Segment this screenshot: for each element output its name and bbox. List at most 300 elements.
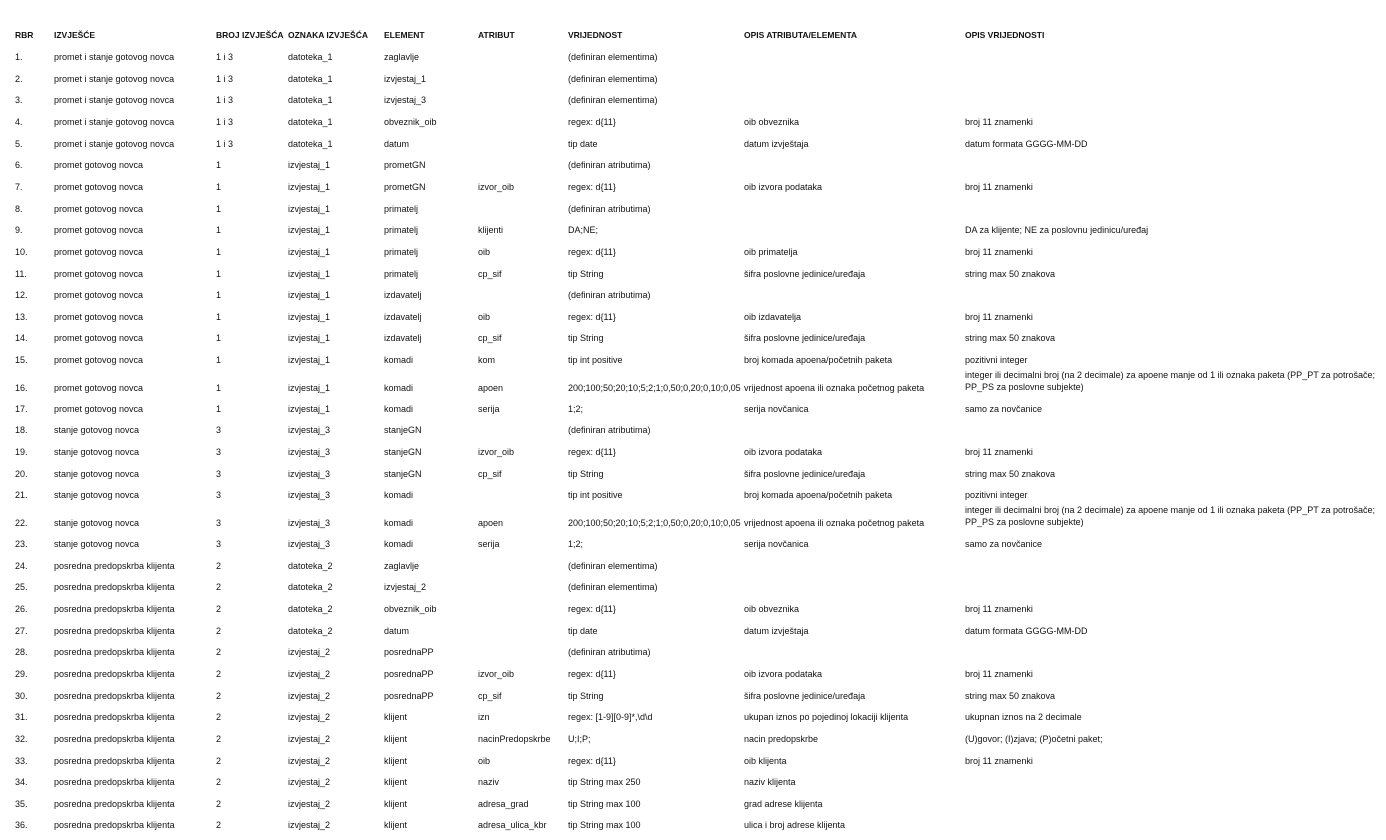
cell-rbr: 14.: [15, 333, 28, 344]
cell-vrijednost: (definiran atributima): [568, 203, 651, 214]
cell-rbr: 17.: [15, 403, 28, 414]
cell-broj: 1: [216, 160, 222, 171]
cell-opis-vrijednosti: broj 11 znamenki: [965, 311, 1033, 322]
cell-izvjesce: promet gotovog novca: [54, 382, 144, 393]
cell-vrijednost: tip date: [568, 138, 598, 149]
cell-oznaka: izvjestaj_2: [288, 690, 331, 701]
cell-rbr: 24.: [15, 560, 28, 571]
cell-opis-vrijednosti: string max 50 znakova: [965, 268, 1056, 279]
table-row: [0, 203, 1386, 224]
cell-opis-vrijednosti: broj 11 znamenki: [965, 603, 1033, 614]
cell-opis-vrijednosti: string max 50 znakova: [965, 468, 1056, 479]
cell-rbr: 15.: [15, 355, 28, 366]
cell-broj: 1 i 3: [216, 73, 234, 84]
table-row: [0, 603, 1386, 624]
cell-broj: 1: [216, 268, 222, 279]
table-row: [0, 468, 1386, 489]
cell-opis-vrijednosti: datum formata GGGG-MM-DD: [965, 138, 1088, 149]
cell-atribut: adresa_ulica_kbr: [478, 820, 547, 831]
cell-izvjesce: posredna predopskrba klijenta: [54, 733, 175, 744]
cell-vrijednost: tip String max 250: [568, 777, 641, 788]
cell-atribut: izvor_oib: [478, 181, 515, 192]
cell-opis-atributa: broj komada apoena/početnih paketa: [744, 355, 893, 366]
cell-vrijednost: (definiran elementima): [568, 95, 658, 106]
cell-rbr: 12.: [15, 290, 28, 301]
cell-oznaka: izvjestaj_2: [288, 755, 331, 766]
cell-element: izvjestaj_2: [384, 582, 427, 593]
table-row: [0, 505, 1386, 532]
cell-broj: 1 i 3: [216, 95, 234, 106]
cell-vrijednost: (definiran atributima): [568, 647, 651, 658]
cell-opis-atributa: oib izdavatelja: [744, 311, 802, 322]
cell-vrijednost: regex: d{11}: [568, 116, 616, 127]
col-header-broj: BROJ IZVJEŠĆA: [216, 30, 284, 40]
cell-vrijednost: tip String max 100: [568, 820, 641, 831]
table-row: [0, 625, 1386, 646]
cell-broj: 1: [216, 181, 222, 192]
cell-opis-atributa: šifra poslovne jedinice/uređaja: [744, 690, 866, 701]
cell-broj: 1 i 3: [216, 52, 234, 62]
cell-izvjesce: promet gotovog novca: [54, 355, 144, 366]
cell-opis-vrijednosti: broj 11 znamenki: [965, 755, 1033, 766]
cell-element: komadi: [384, 518, 414, 528]
cell-izvjesce: posredna predopskrba klijenta: [54, 582, 175, 593]
cell-atribut: klijenti: [478, 225, 504, 236]
cell-izvjesce: posredna predopskrba klijenta: [54, 690, 175, 701]
table-row: [0, 181, 1386, 202]
cell-broj: 2: [216, 820, 222, 831]
cell-element: komadi: [384, 490, 414, 501]
col-header-element: ELEMENT: [384, 30, 425, 40]
cell-vrijednost: regex: d{11}: [568, 311, 616, 322]
cell-broj: 1: [216, 246, 222, 257]
cell-opis-atributa: oib klijenta: [744, 755, 787, 766]
cell-opis-vrijednosti: string max 50 znakova: [965, 333, 1056, 344]
cell-element: zaglavlje: [384, 52, 420, 62]
cell-oznaka: izvjestaj_1: [288, 203, 331, 214]
cell-broj: 2: [216, 755, 222, 766]
cell-broj: 2: [216, 777, 222, 788]
cell-opis-vrijednosti: DA za klijente; NE za poslovnu jedinicu/uređaj: [965, 225, 1149, 236]
cell-opis-vrijednosti: integer ili decimalni broj (na 2 decimale) za apoene manje od 1 ili oznaka paketa (PP_PT za potrošače; PP_PS za poslovne subjekte): [965, 505, 1376, 527]
cell-opis-atributa: nacin predopskrbe: [744, 733, 819, 744]
cell-rbr: 7.: [15, 181, 23, 192]
cell-oznaka: izvjestaj_1: [288, 268, 331, 279]
cell-element: primatelj: [384, 268, 419, 279]
col-header-vrijednost: VRIJEDNOST: [568, 30, 623, 40]
cell-atribut: izn: [478, 712, 490, 723]
cell-element: obveznik_oib: [384, 603, 437, 614]
cell-broj: 3: [216, 490, 222, 501]
cell-atribut: cp_sif: [478, 690, 502, 701]
cell-opis-atributa: vrijednost apoena ili oznaka početnog paketa: [744, 382, 925, 393]
table-row: [0, 560, 1386, 581]
cell-vrijednost: tip int positive: [568, 355, 623, 366]
cell-opis-atributa: šifra poslovne jedinice/uređaja: [744, 268, 866, 279]
cell-atribut: adresa_grad: [478, 798, 529, 809]
cell-opis-atributa: šifra poslovne jedinice/uređaja: [744, 468, 866, 479]
col-header-rbr: RBR: [15, 30, 34, 40]
cell-vrijednost: regex: d{11}: [568, 246, 616, 257]
cell-broj: 1 i 3: [216, 138, 234, 149]
table-row: [0, 138, 1386, 159]
cell-izvjesce: promet gotovog novca: [54, 225, 144, 236]
cell-rbr: 10.: [15, 246, 28, 257]
cell-vrijednost: DA;NE;: [568, 225, 599, 236]
cell-oznaka: izvjestaj_2: [288, 647, 331, 658]
cell-oznaka: izvjestaj_2: [288, 820, 331, 831]
cell-broj: 1: [216, 203, 222, 214]
cell-rbr: 8.: [15, 203, 23, 214]
cell-opis-atributa: naziv klijenta: [744, 777, 796, 788]
cell-element: klijent: [384, 755, 408, 766]
cell-izvjesce: promet i stanje gotovog novca: [54, 138, 175, 149]
cell-element: prometGN: [384, 160, 426, 171]
table-row: [0, 332, 1386, 353]
cell-broj: 2: [216, 798, 222, 809]
cell-rbr: 32.: [15, 733, 28, 744]
cell-atribut: cp_sif: [478, 333, 502, 344]
cell-atribut: naziv: [478, 777, 500, 788]
cell-atribut: apoen: [478, 518, 504, 528]
cell-oznaka: izvjestaj_1: [288, 290, 331, 301]
cell-broj: 2: [216, 712, 222, 723]
cell-rbr: 9.: [15, 225, 23, 236]
table-row: [0, 94, 1386, 115]
cell-opis-vrijednosti: integer ili decimalni broj (na 2 decimale) za apoene manje od 1 ili oznaka paketa (PP_PT za potrošače; PP_PS za poslovne subjekte): [965, 369, 1376, 392]
cell-element: komadi: [384, 539, 414, 549]
cell-rbr: 21.: [15, 490, 28, 501]
col-header-opis-atributa: OPIS ATRIBUTA/ELEMENTA: [744, 30, 858, 40]
cell-oznaka: izvjestaj_3: [288, 468, 331, 479]
cell-vrijednost: tip String: [568, 333, 604, 344]
cell-rbr: 11.: [15, 268, 27, 279]
cell-vrijednost: 1;2;: [568, 539, 584, 549]
cell-rbr: 36.: [15, 820, 28, 831]
cell-vrijednost: regex: d{11}: [568, 603, 616, 614]
cell-element: izdavatelj: [384, 311, 422, 322]
cell-vrijednost: tip date: [568, 625, 598, 636]
cell-rbr: 27.: [15, 625, 28, 636]
cell-broj: 2: [216, 668, 222, 679]
cell-broj: 1: [216, 355, 222, 366]
cell-broj: 2: [216, 582, 222, 593]
cell-element: komadi: [384, 403, 414, 414]
cell-oznaka: izvjestaj_2: [288, 668, 331, 679]
cell-rbr: 34.: [15, 777, 28, 788]
cell-opis-vrijednosti: string max 50 znakova: [965, 690, 1056, 701]
cell-opis-atributa: ulica i broj adrese klijenta: [744, 820, 846, 831]
cell-element: klijent: [384, 798, 408, 809]
cell-izvjesce: promet gotovog novca: [54, 290, 144, 301]
cell-element: komadi: [384, 355, 414, 366]
cell-oznaka: datoteka_1: [288, 116, 333, 127]
table-row: [0, 159, 1386, 180]
cell-element: posrednaPP: [384, 668, 434, 679]
cell-izvjesce: posredna predopskrba klijenta: [54, 712, 175, 723]
cell-element: primatelj: [384, 225, 419, 236]
cell-element: primatelj: [384, 246, 419, 257]
cell-oznaka: izvjestaj_3: [288, 539, 331, 549]
cell-rbr: 3.: [15, 95, 23, 106]
cell-vrijednost: tip String max 100: [568, 798, 641, 809]
table-row: [0, 289, 1386, 310]
cell-rbr: 23.: [15, 539, 28, 549]
cell-vrijednost: tip String: [568, 268, 604, 279]
cell-atribut: serija: [478, 403, 500, 414]
cell-element: komadi: [384, 382, 414, 393]
cell-atribut: cp_sif: [478, 468, 502, 479]
cell-element: klijent: [384, 712, 408, 723]
cell-vrijednost: regex: [1-9][0-9]*,\d\d: [568, 712, 653, 723]
cell-opis-atributa: broj komada apoena/početnih paketa: [744, 490, 893, 501]
cell-oznaka: datoteka_1: [288, 95, 333, 106]
cell-element: izvjestaj_3: [384, 95, 427, 106]
cell-broj: 3: [216, 425, 222, 436]
cell-izvjesce: promet i stanje gotovog novca: [54, 116, 175, 127]
cell-rbr: 16.: [15, 382, 28, 393]
cell-opis-atributa: oib obveznika: [744, 603, 800, 614]
cell-opis-vrijednosti: (U)govor; (I)zjava; (P)očetni paket;: [965, 733, 1103, 744]
cell-izvjesce: posredna predopskrba klijenta: [54, 798, 175, 809]
cell-element: izdavatelj: [384, 333, 422, 344]
table-row: [0, 116, 1386, 137]
cell-rbr: 30.: [15, 690, 28, 701]
col-header-izvjesce: IZVJEŠĆE: [54, 30, 96, 40]
table-row: [0, 755, 1386, 776]
table-row: [0, 73, 1386, 94]
cell-opis-vrijednosti: samo za novčanice: [965, 539, 1043, 549]
cell-broj: 2: [216, 560, 222, 571]
cell-opis-vrijednosti: pozitivni integer: [965, 490, 1028, 501]
cell-broj: 1: [216, 382, 222, 393]
cell-izvjesce: promet i stanje gotovog novca: [54, 95, 175, 106]
cell-rbr: 6.: [15, 160, 23, 171]
table-row: [0, 446, 1386, 467]
cell-vrijednost: (definiran elementima): [568, 52, 658, 62]
cell-rbr: 20.: [15, 468, 28, 479]
cell-izvjesce: promet gotovog novca: [54, 246, 144, 257]
cell-opis-vrijednosti: ukupnan iznos na 2 decimale: [965, 712, 1082, 723]
cell-vrijednost: (definiran elementima): [568, 582, 658, 593]
cell-oznaka: izvjestaj_1: [288, 225, 331, 236]
cell-opis-vrijednosti: samo za novčanice: [965, 403, 1043, 414]
cell-vrijednost: tip int positive: [568, 490, 623, 501]
table-row: [0, 711, 1386, 732]
cell-opis-vrijednosti: broj 11 znamenki: [965, 447, 1033, 458]
table-row: [0, 668, 1386, 689]
cell-atribut: serija: [478, 539, 500, 549]
table-row: [0, 581, 1386, 602]
cell-oznaka: izvjestaj_3: [288, 447, 331, 458]
cell-izvjesce: posredna predopskrba klijenta: [54, 647, 175, 658]
cell-element: stanjeGN: [384, 447, 422, 458]
cell-element: posrednaPP: [384, 647, 434, 658]
cell-oznaka: datoteka_2: [288, 625, 333, 636]
table-row: [0, 311, 1386, 332]
col-header-oznaka: OZNAKA IZVJEŠĆA: [288, 30, 368, 40]
cell-rbr: 25.: [15, 582, 28, 593]
cell-rbr: 26.: [15, 603, 28, 614]
table-row: [0, 224, 1386, 245]
cell-oznaka: izvjestaj_1: [288, 246, 331, 257]
cell-opis-vrijednosti: broj 11 znamenki: [965, 116, 1033, 127]
cell-vrijednost: regex: d{11}: [568, 755, 616, 766]
cell-vrijednost: (definiran atributima): [568, 160, 651, 171]
table-row: [0, 776, 1386, 797]
table-row: [0, 268, 1386, 289]
cell-atribut: nacinPredopskrbe: [478, 733, 551, 744]
table-row: [0, 798, 1386, 819]
cell-izvjesce: promet i stanje gotovog novca: [54, 52, 175, 62]
cell-izvjesce: promet gotovog novca: [54, 311, 144, 322]
cell-vrijednost: regex: d{11}: [568, 668, 616, 679]
cell-element: klijent: [384, 777, 408, 788]
cell-rbr: 28.: [15, 647, 28, 658]
cell-element: zaglavlje: [384, 560, 420, 571]
cell-broj: 1: [216, 333, 222, 344]
cell-vrijednost: (definiran elementima): [568, 73, 658, 84]
cell-element: klijent: [384, 820, 408, 831]
cell-oznaka: datoteka_2: [288, 582, 333, 593]
cell-oznaka: izvjestaj_1: [288, 355, 331, 366]
cell-rbr: 29.: [15, 668, 28, 679]
table-row: [0, 246, 1386, 267]
cell-broj: 2: [216, 625, 222, 636]
cell-opis-atributa: vrijednost apoena ili oznaka početnog paketa: [744, 518, 925, 528]
cell-oznaka: datoteka_1: [288, 138, 333, 149]
cell-vrijednost: regex: d{11}: [568, 181, 616, 192]
cell-izvjesce: posredna predopskrba klijenta: [54, 668, 175, 679]
cell-opis-vrijednosti: broj 11 znamenki: [965, 246, 1033, 257]
cell-opis-vrijednosti: broj 11 znamenki: [965, 181, 1033, 192]
cell-element: izdavatelj: [384, 290, 422, 301]
cell-izvjesce: promet gotovog novca: [54, 203, 144, 214]
cell-vrijednost: 1;2;: [568, 403, 584, 414]
cell-vrijednost: regex: d{11}: [568, 447, 616, 458]
cell-vrijednost: (definiran atributima): [568, 425, 651, 436]
cell-broj: 1: [216, 403, 222, 414]
cell-izvjesce: promet gotovog novca: [54, 333, 144, 344]
cell-rbr: 4.: [15, 116, 23, 127]
cell-broj: 3: [216, 518, 222, 528]
cell-broj: 1: [216, 225, 222, 236]
cell-broj: 1: [216, 290, 222, 301]
cell-rbr: 5.: [15, 138, 23, 149]
cell-opis-atributa: šifra poslovne jedinice/uređaja: [744, 333, 866, 344]
cell-vrijednost: 200;100;50;20;10;5;2;1;0,50;0,20;0,10;0,05: [568, 382, 741, 393]
cell-izvjesce: promet gotovog novca: [54, 160, 144, 171]
cell-izvjesce: promet gotovog novca: [54, 181, 144, 192]
cell-rbr: 31.: [15, 712, 28, 723]
cell-element: prometGN: [384, 181, 426, 192]
cell-atribut: oib: [478, 755, 491, 766]
cell-izvjesce: stanje gotovog novca: [54, 490, 140, 501]
cell-oznaka: datoteka_2: [288, 560, 333, 571]
cell-oznaka: datoteka_2: [288, 603, 333, 614]
cell-oznaka: izvjestaj_2: [288, 733, 331, 744]
cell-opis-atributa: ukupan iznos po pojedinoj lokaciji klijenta: [744, 712, 909, 723]
cell-izvjesce: promet gotovog novca: [54, 403, 144, 414]
cell-element: stanjeGN: [384, 425, 422, 436]
cell-oznaka: datoteka_1: [288, 52, 333, 62]
cell-broj: 2: [216, 647, 222, 658]
cell-atribut: apoen: [478, 382, 504, 393]
cell-opis-atributa: serija novčanica: [744, 539, 809, 549]
cell-atribut: oib: [478, 246, 491, 257]
cell-oznaka: izvjestaj_2: [288, 777, 331, 788]
cell-broj: 3: [216, 539, 222, 549]
cell-oznaka: izvjestaj_1: [288, 382, 331, 393]
cell-oznaka: izvjestaj_1: [288, 311, 331, 322]
cell-oznaka: izvjestaj_1: [288, 403, 331, 414]
cell-atribut: izvor_oib: [478, 447, 515, 458]
cell-atribut: kom: [478, 355, 496, 366]
cell-atribut: izvor_oib: [478, 668, 515, 679]
cell-rbr: 1.: [15, 52, 23, 62]
cell-opis-vrijednosti: pozitivni integer: [965, 355, 1028, 366]
cell-broj: 3: [216, 447, 222, 458]
cell-izvjesce: posredna predopskrba klijenta: [54, 820, 175, 831]
cell-izvjesce: posredna predopskrba klijenta: [54, 777, 175, 788]
cell-broj: 2: [216, 690, 222, 701]
cell-rbr: 35.: [15, 798, 28, 809]
cell-izvjesce: promet i stanje gotovog novca: [54, 73, 175, 84]
cell-izvjesce: posredna predopskrba klijenta: [54, 560, 175, 571]
table-row: [0, 424, 1386, 445]
cell-opis-atributa: oib primatelja: [744, 246, 798, 257]
table-row: [0, 733, 1386, 754]
cell-broj: 2: [216, 603, 222, 614]
cell-oznaka: izvjestaj_1: [288, 160, 331, 171]
table-row: [0, 403, 1386, 424]
cell-vrijednost: 200;100;50;20;10;5;2;1;0,50;0,20;0,10;0,05: [568, 518, 741, 528]
cell-vrijednost: tip String: [568, 690, 604, 701]
cell-oznaka: izvjestaj_3: [288, 518, 331, 528]
cell-element: datum: [384, 625, 410, 636]
cell-oznaka: datoteka_1: [288, 73, 333, 84]
col-header-atribut: ATRIBUT: [478, 30, 515, 40]
cell-broj: 3: [216, 468, 222, 479]
cell-opis-vrijednosti: datum formata GGGG-MM-DD: [965, 625, 1088, 636]
cell-atribut: cp_sif: [478, 268, 502, 279]
cell-atribut: oib: [478, 311, 491, 322]
cell-oznaka: izvjestaj_1: [288, 333, 331, 344]
cell-opis-atributa: datum izvještaja: [744, 138, 809, 149]
col-header-opis-vrijednosti: OPIS VRIJEDNOSTI: [965, 30, 1045, 40]
cell-opis-atributa: oib izvora podataka: [744, 668, 823, 679]
cell-element: datum: [384, 138, 410, 149]
cell-rbr: 33.: [15, 755, 28, 766]
cell-rbr: 2.: [15, 73, 23, 84]
cell-element: posrednaPP: [384, 690, 434, 701]
table-row: [0, 369, 1386, 397]
cell-izvjesce: stanje gotovog novca: [54, 425, 140, 436]
table-row: [0, 690, 1386, 711]
cell-opis-atributa: grad adrese klijenta: [744, 798, 823, 809]
cell-izvjesce: stanje gotovog novca: [54, 539, 140, 549]
cell-element: klijent: [384, 733, 408, 744]
table-row: [0, 51, 1386, 72]
cell-element: stanjeGN: [384, 468, 422, 479]
cell-rbr: 18.: [15, 425, 28, 436]
table-row: [0, 646, 1386, 667]
cell-element: obveznik_oib: [384, 116, 437, 127]
table-row: [0, 538, 1386, 559]
cell-opis-atributa: oib izvora podataka: [744, 447, 823, 458]
cell-rbr: 19.: [15, 447, 28, 458]
cell-element: primatelj: [384, 203, 419, 214]
